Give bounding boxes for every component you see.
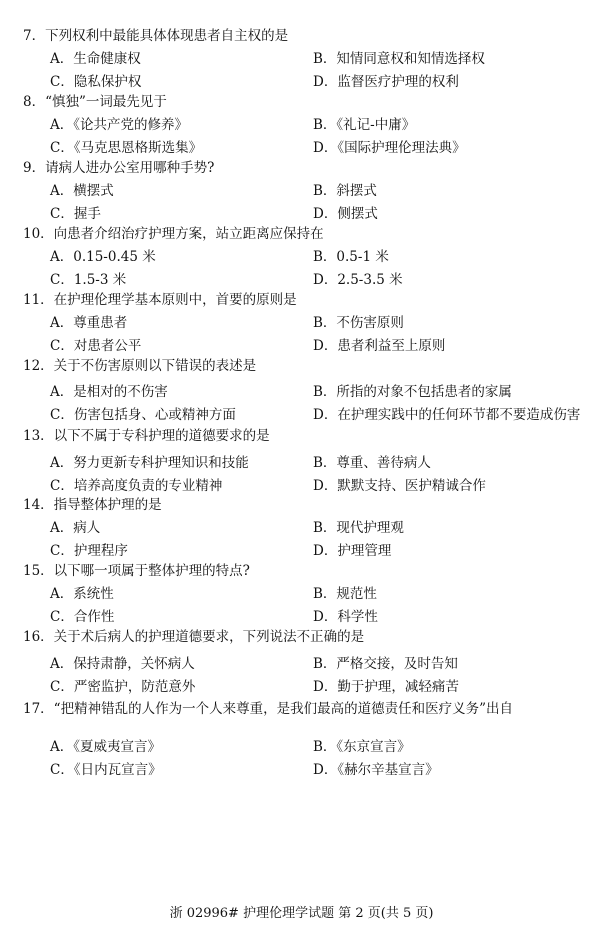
option-a: A．《论共产党的修养》 <box>50 117 188 133</box>
option-b: B．严格交接，及时告知 <box>313 656 458 672</box>
option-d: D．科学性 <box>313 609 378 625</box>
option-a: A．生命健康权 <box>50 51 141 67</box>
page-footer: 浙 02996# 护理伦理学试题 第 2 页(共 5 页) <box>169 906 434 921</box>
option-b: B．斜摆式 <box>313 183 377 199</box>
option-b: B．尊重、善待病人 <box>313 455 431 471</box>
option-d: D．《赫尔辛基宣言》 <box>313 762 439 778</box>
option-a: A．尊重患者 <box>50 315 128 331</box>
option-b: B．0.5-1 米 <box>313 249 389 265</box>
option-a: A．0.15-0.45 米 <box>50 249 156 265</box>
question-stem: 8．“慎独”一词最先见于 <box>23 94 167 110</box>
option-b: B．所指的对象不包括患者的家属 <box>313 384 512 400</box>
option-b: B．《东京宣言》 <box>313 739 411 755</box>
option-d: D．护理管理 <box>313 543 392 559</box>
option-d: D．患者利益至上原则 <box>313 338 446 354</box>
option-c: C．《日内瓦宣言》 <box>50 762 162 778</box>
option-c: C．伤害包括身、心或精神方面 <box>50 407 236 423</box>
option-d: D．2.5-3.5 米 <box>313 272 403 288</box>
option-c: C．握手 <box>50 206 101 222</box>
option-a: A．病人 <box>50 520 101 536</box>
option-a: A．是相对的不伤害 <box>50 384 168 400</box>
question-stem: 14．指导整体护理的是 <box>23 497 162 513</box>
option-c: C．培养高度负责的专业精神 <box>50 478 223 494</box>
option-c: C．严密监护，防范意外 <box>50 679 196 695</box>
option-d: D．侧摆式 <box>313 206 378 222</box>
option-a: A．系统性 <box>50 586 114 602</box>
option-d: D．在护理实践中的任何环节都不要造成伤害 <box>313 407 581 423</box>
option-d: D．监督医疗护理的权利 <box>313 74 459 90</box>
question-stem: 17．“把精神错乱的人作为一个人来尊重，是我们最高的道德责任和医疗义务”出自 <box>23 701 513 717</box>
option-b: B．知情同意权和知情选择权 <box>313 51 485 67</box>
option-b: B．《礼记-中庸》 <box>313 117 416 133</box>
option-d: D．勤于护理，减轻痛苦 <box>313 679 459 695</box>
question-stem: 16．关于术后病人的护理道德要求，下列说法不正确的是 <box>23 629 365 645</box>
question-stem: 12．关于不伤害原则以下错误的表述是 <box>23 358 257 374</box>
option-d: D．《国际护理伦理法典》 <box>313 140 466 156</box>
option-b: B．现代护理观 <box>313 520 404 536</box>
option-b: B．规范性 <box>313 586 377 602</box>
option-c: C．护理程序 <box>50 543 128 559</box>
question-stem: 11．在护理伦理学基本原则中，首要的原则是 <box>23 292 297 308</box>
question-stem: 15．以下哪一项属于整体护理的特点? <box>23 563 250 579</box>
question-stem: 13．以下不属于专科护理的道德要求的是 <box>23 428 270 444</box>
question-stem: 7．下列权利中最能具体体现患者自主权的是 <box>23 28 289 44</box>
option-a: A．努力更新专科护理知识和技能 <box>50 455 249 471</box>
question-stem: 10．向患者介绍治疗护理方案，站立距离应保持在 <box>23 226 324 242</box>
option-c: C．合作性 <box>50 609 115 625</box>
option-a: A．横摆式 <box>50 183 114 199</box>
option-b: B．不伤害原则 <box>313 315 404 331</box>
option-c: C．《马克思恩格斯选集》 <box>50 140 203 156</box>
option-a: A．保持肃静，关怀病人 <box>50 656 195 672</box>
option-c: C．隐私保护权 <box>50 74 142 90</box>
option-c: C．1.5-3 米 <box>50 272 127 288</box>
option-c: C．对患者公平 <box>50 338 142 354</box>
option-a: A．《夏威夷宣言》 <box>50 739 161 755</box>
question-stem: 9．请病人进办公室用哪种手势? <box>23 160 215 176</box>
option-d: D．默默支持、医护精诚合作 <box>313 478 486 494</box>
